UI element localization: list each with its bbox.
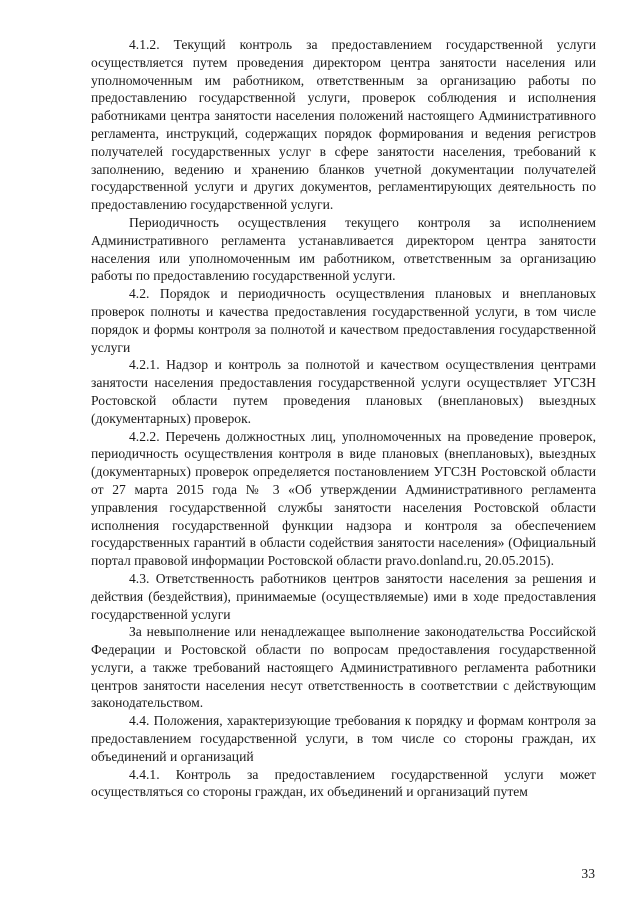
paragraph-responsibility: За невыполнение или ненадлежащее выполнение законодательства Российской Федерации и Ростовской области по вопросам предоставления государственной услуги, а также требований настоящего Административного регламента работники центров занятости населения несут ответственность в соответствии с действующим законодательством.	[91, 624, 596, 711]
document-body	[91, 36, 596, 801]
paragraph-control-periodicity: Периодичность осуществления текущего контроля за исполнением Административного регламента устанавливается директором центра занятости населения или уполномоченным им работником, ответственным за организацию работы по предоставлению государственной услуги.	[91, 214, 596, 284]
section-heading-4-4: 4.4. Положения, характеризующие требования к порядку и формам контроля за предоставлением государственной услуги, в том числе со стороны граждан, их объединений и организаций	[91, 713, 596, 764]
paragraph-4-2-2: 4.2.2. Перечень должностных лиц, уполномоченных на проведение проверок, периодичность осуществления контроля в виде плановых (внеплановых), выездных (документарных) проверок определяется постановлением УГСЗН Ростовской области от 27 марта 2015 года № 3 «Об утверждении Административного регламента управления государственной службы занятости населения Ростовской области исполнения государственной функции надзора и контроля за обеспечением государственных гарантий в области содействия занятости населения» (Официальный портал правовой информации Ростовской области pravo.donland.ru, 20.05.2015).	[91, 428, 596, 569]
paragraph-4-4-1: 4.4.1. Контроль за предоставлением государственной услуги может осуществляться со стороны граждан, их объединений и организаций путем	[91, 766, 596, 800]
page-number: 33	[581, 866, 595, 881]
paragraph-4-1-2: 4.1.2. Текущий контроль за предоставлением государственной услуги осуществляется путем проведения директором центра занятости населения или уполномоченным им работником, ответственным за организацию работы по предоставлению государственной услуги, проверок соблюдения и исполнения работниками центра занятости населения положений настоящего Административного регламента, инструкций, содержащих порядок формирования и ведения регистров получателей государственных услуг в сфере занятости населения, требований к заполнению, ведению и хранению бланков учетной документации получателей государственной услуги и других документов, регламентирующих деятельность по предоставлению государственной услуги.	[91, 37, 596, 213]
section-heading-4-2: 4.2. Порядок и периодичность осуществления плановых и внеплановых проверок полноты и качества предоставления государственной услуги, в том числе порядок и формы контроля за полнотой и качеством предоставления государственной услуги	[91, 286, 596, 355]
section-heading-4-3: 4.3. Ответственность работников центров занятости населения за решения и действия (бездействия), принимаемые (осуществляемые) ими в ходе предоставления государственной услуги	[91, 570, 596, 622]
paragraph-4-2-1: 4.2.1. Надзор и контроль за полнотой и качеством осуществления центрами занятости населения предоставления государственной услуги осуществляет УГСЗН Ростовской области путем проведения плановых (внеплановых) выездных (документарных) проверок.	[91, 357, 596, 426]
